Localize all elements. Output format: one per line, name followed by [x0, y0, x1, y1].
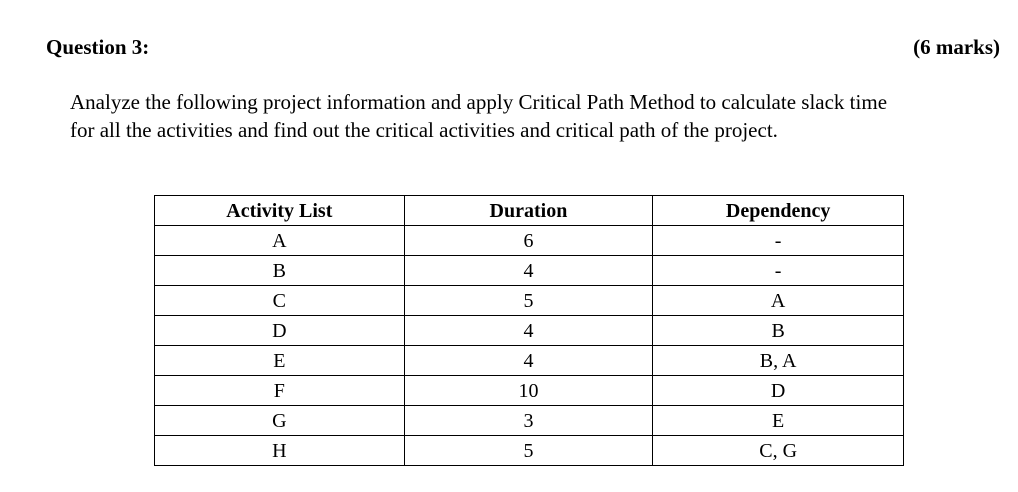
- table-row: [155, 346, 904, 376]
- table-row: [155, 436, 904, 466]
- dependency-cell: C, G: [653, 436, 904, 466]
- duration-cell: 4: [404, 316, 653, 346]
- table-row: [155, 226, 904, 256]
- header-activity-list: Activity List: [155, 196, 405, 226]
- duration-cell: 3: [404, 406, 653, 436]
- activity-cell: E: [155, 346, 405, 376]
- dependency-cell: D: [653, 376, 904, 406]
- question-marks: (6 marks): [913, 35, 1000, 59]
- table-row: [155, 376, 904, 406]
- activity-cell: B: [155, 256, 405, 286]
- header-duration: Duration: [404, 196, 653, 226]
- activity-cell: A: [155, 226, 405, 256]
- header-dependency: Dependency: [653, 196, 904, 226]
- duration-cell: 4: [404, 346, 653, 376]
- table-row: [155, 286, 904, 316]
- table-header-row: [155, 196, 904, 226]
- dependency-cell: -: [653, 226, 904, 256]
- activity-cell: F: [155, 376, 405, 406]
- duration-cell: 4: [404, 256, 653, 286]
- question-text-line-1: Analyze the following project information and apply Critical Path Method to calculate slack time: [70, 90, 888, 114]
- dependency-cell: B, A: [653, 346, 904, 376]
- activity-cell: H: [155, 436, 405, 466]
- question-text-line-2: for all the activities and find out the critical activities and critical path of the project.: [70, 118, 778, 142]
- activity-table: [154, 195, 904, 466]
- question-title: Question 3:: [46, 35, 150, 59]
- activity-cell: C: [155, 286, 405, 316]
- dependency-cell: B: [653, 316, 904, 346]
- duration-cell: 5: [404, 286, 653, 316]
- duration-cell: 6: [404, 226, 653, 256]
- table-row: [155, 316, 904, 346]
- dependency-cell: A: [653, 286, 904, 316]
- activity-cell: G: [155, 406, 405, 436]
- table-row: [155, 256, 904, 286]
- duration-cell: 10: [404, 376, 653, 406]
- activity-cell: D: [155, 316, 405, 346]
- question-text: [70, 88, 1010, 144]
- dependency-cell: E: [653, 406, 904, 436]
- duration-cell: 5: [404, 436, 653, 466]
- table-row: [155, 406, 904, 436]
- dependency-cell: -: [653, 256, 904, 286]
